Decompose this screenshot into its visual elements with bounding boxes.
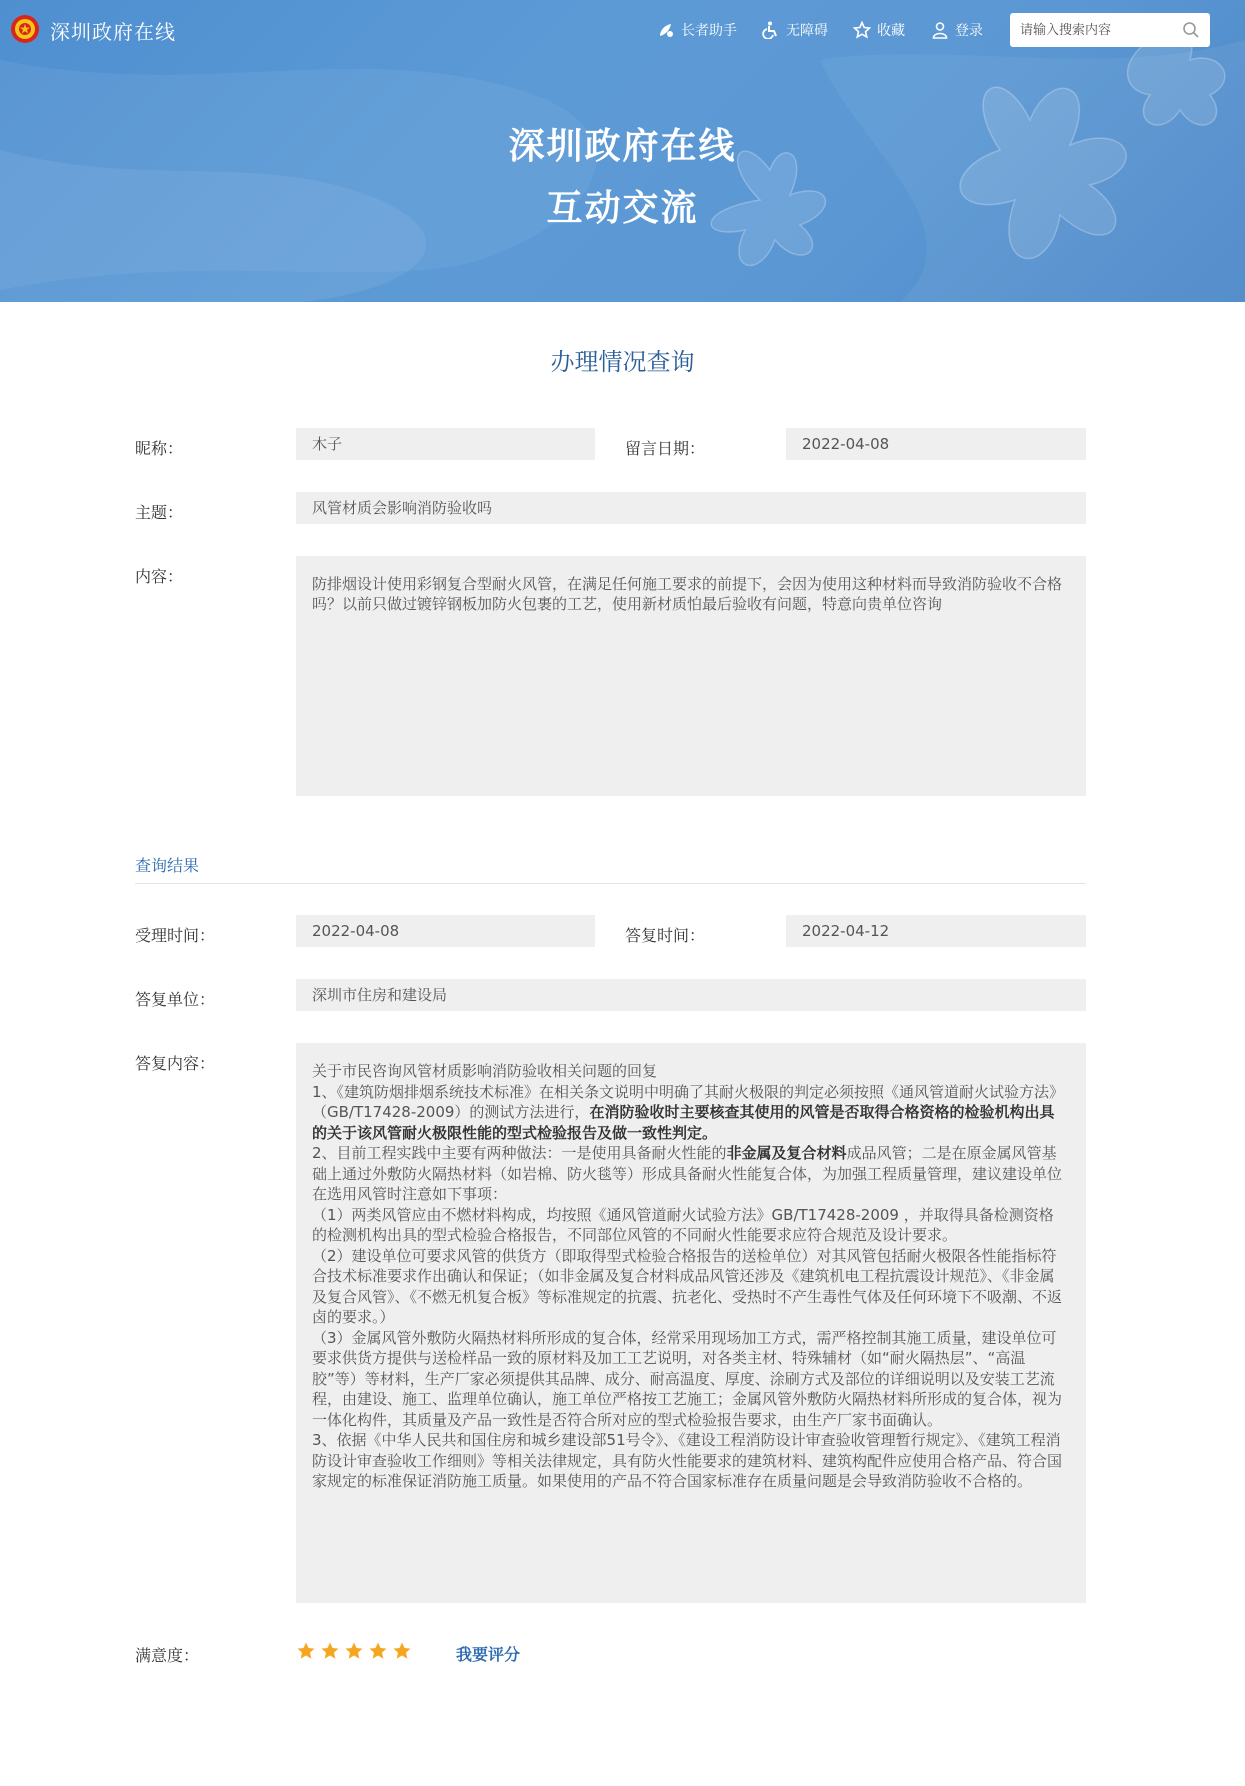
page-title: 办理情况查询 bbox=[550, 348, 695, 376]
accessibility-icon bbox=[762, 21, 780, 39]
banner-title-line2: 互动交流 bbox=[546, 188, 699, 229]
top-bar bbox=[0, 0, 1245, 60]
reply-content bbox=[296, 1043, 1086, 1603]
reply-text: 2、目前工程实践中主要有两种做法：一是使用具备耐火性能的 bbox=[312, 1144, 727, 1162]
reply-paragraph: 关于市民咨询风管材质影响消防验收相关问题的回复 bbox=[312, 1062, 658, 1080]
result-section-title: 查询结果 bbox=[135, 856, 200, 875]
login-label: 登录 bbox=[955, 23, 983, 39]
date-value: 2022-04-08 bbox=[786, 428, 1086, 460]
subject-label: 主题： bbox=[135, 503, 184, 522]
reply-paragraph bbox=[312, 1082, 1064, 1144]
header-banner bbox=[0, 0, 1245, 302]
site-name[interactable]: 深圳政府在线 bbox=[50, 20, 176, 44]
star-icon[interactable] bbox=[344, 1641, 364, 1661]
rate-link[interactable]: 我要评分 bbox=[456, 1645, 521, 1664]
star-icon[interactable] bbox=[368, 1641, 388, 1661]
reply-text: 成品风管；二是在原金属风管基础上通过外敷防火隔热材料（如岩棉、防火毯等）形成具备耐火性能复合体，为加强工程质量管理，建议建设单位在选用风管时注意如下事项： bbox=[312, 1144, 1063, 1203]
search-icon[interactable] bbox=[1182, 21, 1200, 39]
reply-paragraph: （3）金属风管外敷防火隔热材料所形成的复合体，经常采用现场加工方式，需严格控制其施工质量，建设单位可要求供货方提供与送检样品一致的原材料及加工工艺说明，对各类主材、特殊辅材（如“耐火隔热层”、“高温胶”等）等材料，生产厂家必须提供其品牌、成分、耐高温度、厚度、涂刷方式及部位的详细说明以及安装工艺流程，由建设、施工、监理单位确认，施工单位严格按工艺施工；金属风管外敷防火隔热材料所形成的复合体，视为一体化构件，其质量及产品一致性是否符合所对应的型式检验报告要求，由生产厂家书面确认。 bbox=[312, 1328, 1063, 1429]
search-box bbox=[1010, 13, 1210, 47]
content-label: 内容： bbox=[135, 567, 184, 586]
reply-content-label: 答复内容： bbox=[135, 1054, 216, 1073]
banner-title-line1: 深圳政府在线 bbox=[508, 126, 737, 167]
login-button[interactable] bbox=[931, 19, 983, 41]
star-icon[interactable] bbox=[392, 1641, 412, 1661]
star-icon bbox=[853, 21, 871, 39]
accept-time-label: 受理时间： bbox=[135, 926, 216, 945]
date-label: 留言日期： bbox=[625, 439, 706, 458]
search-input[interactable] bbox=[1010, 13, 1210, 47]
user-icon bbox=[931, 21, 949, 39]
reply-paragraph: 3、依据《中华人民共和国住房和城乡建设部51号令》、《建设工程消防设计审查验收管理暂行规定》、《建筑工程消防设计审查验收工作细则》等相关法律规定，具有防火性能要求的建筑材料、建筑构配件应使用合格产品、符合国家规定的标准保证消防施工质量。如果使用的产品不符合国家标准存在质量问题是会导致消防验收不合格的。 bbox=[312, 1431, 1063, 1490]
subject-value: 风管材质会影响消防验收吗 bbox=[296, 492, 1086, 524]
nickname-value: 木子 bbox=[296, 428, 595, 460]
reply-unit-label: 答复单位： bbox=[135, 990, 216, 1009]
favorite-label: 收藏 bbox=[877, 23, 905, 39]
section-divider bbox=[135, 883, 1086, 884]
reply-paragraph bbox=[312, 1143, 1064, 1205]
star-icon[interactable] bbox=[296, 1641, 316, 1661]
accessibility-label: 无障碍 bbox=[786, 23, 828, 39]
content-value: 防排烟设计使用彩钢复合型耐火风管，在满足任何施工要求的前提下，会因为使用这种材料而导致消防验收不合格吗？以前只做过镀锌钢板加防火包裹的工艺，使用新材质怕最后验收有问题，特意向贵单位咨询 bbox=[296, 556, 1086, 796]
satisfaction-stars bbox=[296, 1641, 412, 1661]
reply-unit-value: 深圳市住房和建设局 bbox=[296, 979, 1086, 1011]
reply-bold-text: 非金属及复合材料 bbox=[726, 1144, 847, 1162]
accept-time-value: 2022-04-08 bbox=[296, 915, 595, 947]
nickname-label: 昵称： bbox=[135, 439, 184, 458]
reply-paragraph: （1）两类风管应由不燃材料构成，均按照《通风管道耐火试验方法》GB/T17428-2009 ，并取得具备检测资格的检测机构出具的型式检验合格报告，不同部位风管的不同耐火性能要求应符合规范及设计要求。 bbox=[312, 1205, 1054, 1244]
reply-time-label: 答复时间： bbox=[625, 926, 706, 945]
accessibility-button[interactable] bbox=[762, 19, 828, 41]
reply-text: 1、《建筑防烟排烟系统技术标准》在相关条文说明中明确了其耐火极限的判定必须按照《通风管道耐火试验方法》（GB/T17428-2009）的测试方法进行， bbox=[312, 1082, 1057, 1121]
reply-bold-text: 在消防验收时主要核查其使用的风管是否取得合格资格的检验机构出具的关于该风管耐火极限性能的型式检验报告及做一致性判定。 bbox=[312, 1103, 1055, 1142]
satisfaction-label: 满意度： bbox=[135, 1646, 200, 1665]
elder-assist-button[interactable] bbox=[657, 19, 737, 41]
national-emblem-icon bbox=[10, 14, 40, 44]
favorite-button[interactable] bbox=[853, 19, 905, 41]
reply-paragraph: （2）建设单位可要求风管的供货方（即取得型式检验合格报告的送检单位）对其风管包括耐火极限各性能指标符合技术标准要求作出确认和保证；（如非金属及复合材料成品风管还涉及《建筑机电工程抗震设计规范》、《非金属及复合风管》、《不燃无机复合板》等标准规定的抗震、抗老化、受热时不产生毒性气体及任何环境下不吸潮、不返卤的要求。） bbox=[312, 1246, 1063, 1326]
star-icon[interactable] bbox=[320, 1641, 340, 1661]
elder-assist-icon bbox=[657, 21, 675, 39]
elder-assist-label: 长者助手 bbox=[681, 23, 737, 39]
reply-time-value: 2022-04-12 bbox=[786, 915, 1086, 947]
